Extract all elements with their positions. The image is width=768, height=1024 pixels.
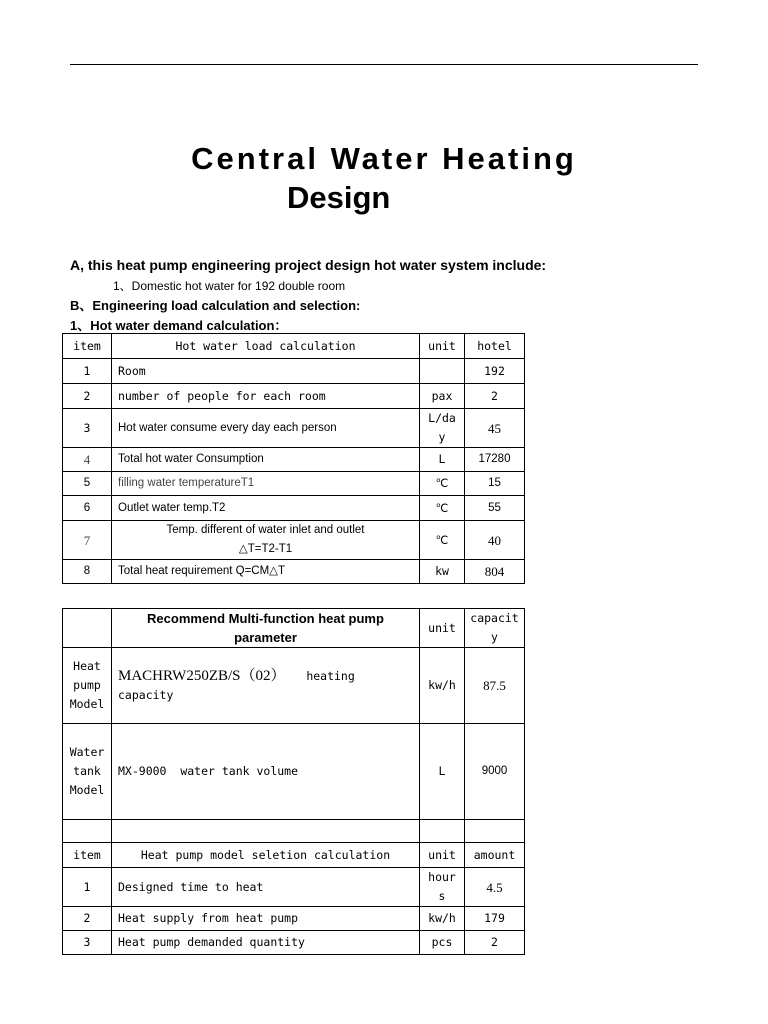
header-hotel: hotel [465, 334, 525, 359]
item-cell: 2 [63, 907, 112, 931]
unit-cell: kw/h [420, 648, 465, 724]
unit-cell: L/day [420, 409, 465, 448]
empty-cell [63, 820, 112, 843]
unit-cell: ℃ [420, 521, 465, 560]
desc-cell: Outlet water temp.T2 [112, 496, 420, 521]
header-item: item [63, 334, 112, 359]
value-cell: 55 [465, 496, 525, 521]
section-a-heading: A, this heat pump engineering project design hot water system include: [70, 257, 547, 273]
value-cell: 804 [465, 560, 525, 584]
header-item: item [63, 843, 112, 868]
unit-cell: kw [420, 560, 465, 584]
unit-cell: pax [420, 384, 465, 409]
empty-cell [420, 820, 465, 843]
table-row [63, 907, 525, 931]
table-row [63, 472, 525, 496]
desc-cell: Heat supply from heat pump [112, 907, 420, 931]
unit-cell: ℃ [420, 496, 465, 521]
unit-cell: L [420, 724, 465, 820]
table-row [63, 448, 525, 472]
value-cell: 4.5 [465, 868, 525, 907]
heat-pump-model-cell [112, 648, 420, 724]
value-cell: 40 [465, 521, 525, 560]
item-cell: 5 [63, 472, 112, 496]
item-cell: 3 [63, 931, 112, 955]
heat-pump-desc: heating capacity [118, 668, 355, 702]
table-row [63, 868, 525, 907]
value-cell: 87.5 [465, 648, 525, 724]
section-b-heading: B、Engineering load calculation and selection: [70, 298, 361, 313]
empty-cell [465, 820, 525, 843]
heat-pump-parameter-table [62, 608, 525, 955]
section-b-subheading: 1、Hot water demand calculation： [70, 318, 288, 333]
title-line-2: Design [287, 180, 391, 215]
desc-cell: Heat pump demanded quantity [112, 931, 420, 955]
empty-cell [112, 820, 420, 843]
value-cell: 2 [465, 931, 525, 955]
item-cell: 3 [63, 409, 112, 448]
hot-water-load-table [62, 333, 525, 584]
desc-line-2: △T=T2-T1 [238, 543, 293, 555]
item-cell: 8 [63, 560, 112, 584]
desc-cell: filling water temperatureT1 [112, 472, 420, 496]
item-cell: 6 [63, 496, 112, 521]
water-tank-label: Water tank Model [63, 724, 112, 820]
item-cell: 1 [63, 359, 112, 384]
desc-cell: number of people for each room [112, 384, 420, 409]
value-cell: 2 [465, 384, 525, 409]
header-unit: unit [420, 843, 465, 868]
header-capacity: capacity [465, 609, 525, 648]
value-cell: 45 [465, 409, 525, 448]
heat-pump-label: Heat pump Model [63, 648, 112, 724]
header-load-calc: Hot water load calculation [112, 334, 420, 359]
header-blank [63, 609, 112, 648]
table-row [63, 384, 525, 409]
desc-cell: Designed time to heat [112, 868, 420, 907]
page-title [0, 141, 768, 177]
water-tank-desc: water tank volume [180, 764, 299, 778]
empty-row [63, 820, 525, 843]
desc-cell: Hot water consume every day each person [112, 409, 420, 448]
table-row [63, 521, 525, 560]
header-selection-calc: Heat pump model seletion calculation [112, 843, 420, 868]
header-amount: amount [465, 843, 525, 868]
value-cell: 17280 [465, 448, 525, 472]
header-unit: unit [420, 334, 465, 359]
unit-cell: ℃ [420, 472, 465, 496]
table-row [63, 931, 525, 955]
value-cell: 179 [465, 907, 525, 931]
desc-cell: Room [112, 359, 420, 384]
table-row [63, 648, 525, 724]
header-unit: unit [420, 609, 465, 648]
value-cell: 15 [465, 472, 525, 496]
table-row [63, 409, 525, 448]
value-cell: 9000 [465, 724, 525, 820]
title-line-1: Central Water Heating [191, 141, 577, 176]
desc-cell: Total hot water Consumption [112, 448, 420, 472]
table-row [63, 496, 525, 521]
table-header-row [63, 334, 525, 359]
desc-cell: Total heat requirement Q=CM△T [112, 560, 420, 584]
unit-cell: pcs [420, 931, 465, 955]
desc-line-1: Temp. different of water inlet and outlet [166, 524, 365, 536]
item-cell: 2 [63, 384, 112, 409]
unit-cell: kw/h [420, 907, 465, 931]
unit-cell: hours [420, 868, 465, 907]
item-cell: 1 [63, 868, 112, 907]
desc-cell [112, 521, 420, 560]
section-a-item-1: 1、Domestic hot water for 192 double room [113, 279, 346, 293]
heat-pump-model: MACHRW250ZB/S（02） [118, 667, 286, 684]
header-recommend-param: Recommend Multi-function heat pump parameter [112, 609, 420, 648]
unit-cell: L [420, 448, 465, 472]
unit-cell [420, 359, 465, 384]
table-row [63, 724, 525, 820]
table-header-row [63, 843, 525, 868]
item-cell: 4 [63, 448, 112, 472]
table-header-row [63, 609, 525, 648]
item-cell: 7 [63, 521, 112, 560]
header-rule [70, 64, 698, 65]
water-tank-model-cell [112, 724, 420, 820]
table-row [63, 359, 525, 384]
water-tank-model: MX-9000 [118, 764, 167, 778]
table-row [63, 560, 525, 584]
value-cell: 192 [465, 359, 525, 384]
